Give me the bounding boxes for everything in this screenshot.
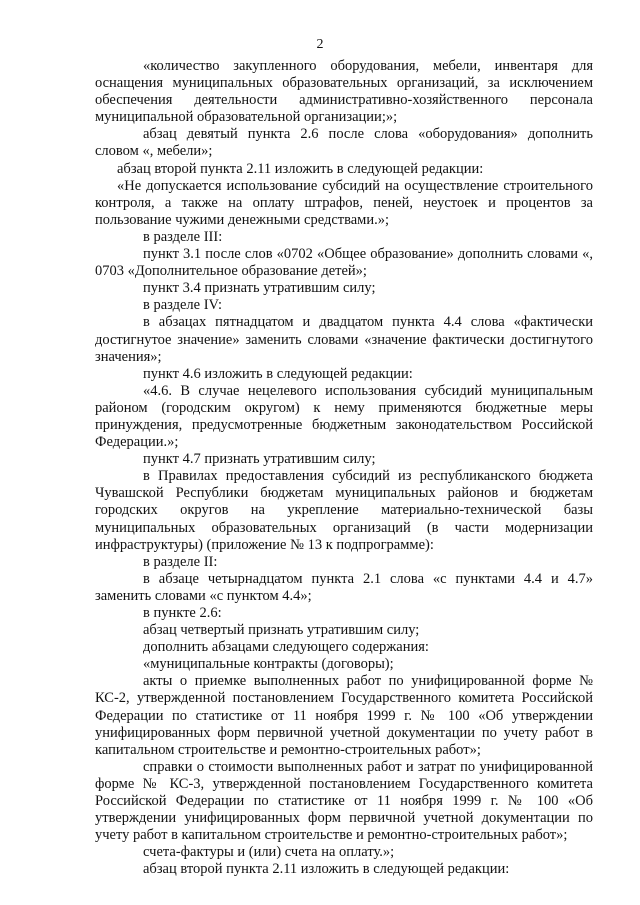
paragraph: абзац второй пункта 2.11 изложить в следующей редакции: <box>143 861 510 878</box>
paragraph: абзац второй пункта 2.11 изложить в следующей редакции: <box>117 160 484 177</box>
paragraph: «количество закупленного оборудования, мебели, инвентаря для оснащения муниципальных образовательных организаций, за исключением обеспечения деятельности административно-хозяйственного персонала муниципальной образовательной организации;»; <box>95 58 593 126</box>
paragraph: дополнить абзацами следующего содержания: <box>143 639 429 656</box>
paragraph: в абзацах пятнадцатом и двадцатом пункта 4.4 слова «фактически достигнутое значение» заменить словами «значение фактически достигнутого значения»; <box>95 314 593 365</box>
paragraph: в разделе III: <box>143 228 223 245</box>
paragraph: абзац девятый пункта 2.6 после слова «оборудования» дополнить словом «, мебели»; <box>95 126 593 160</box>
paragraph: в абзаце четырнадцатом пункта 2.1 слова «с пунктами 4.4 и 4.7» заменить словами «с пунктом 4.4»; <box>95 570 593 604</box>
paragraph: в пункте 2.6: <box>143 605 222 621</box>
paragraph: пункт 3.4 признать утратившим силу; <box>143 280 376 297</box>
paragraph: в разделе IV: <box>143 297 222 314</box>
document-body <box>95 58 593 879</box>
paragraph: «муниципальные контракты (договоры); <box>143 656 394 673</box>
paragraph: пункт 4.6 изложить в следующей редакции: <box>143 365 413 382</box>
paragraph: в Правилах предоставления субсидий из республиканского бюджета Чувашской Республики бюджетам муниципальных районов и бюджетам городских округов на укрепление материально-технической базы муниципальных образовательных организаций (в части модернизации инфраструктуры) (приложение № 13 к подпрограмме): <box>95 468 593 553</box>
paragraph: счета-фактуры и (или) счета на оплату.»; <box>143 844 395 861</box>
paragraph: пункт 3.1 после слов «0702 «Общее образование» дополнить словами «, 0703 «Дополнительное образование детей»; <box>95 246 593 280</box>
paragraph: справки о стоимости выполненных работ и затрат по унифицированной форме № КС-3, утвержденной постановлением Государственного комитета Российской Федерации по статистике от 11 ноября 1999 г. № 100 «Об утверждении унифицированных форм первичной учетной документации по учету работ в капитальном строительстве и ремонтно-строительных работ»; <box>95 758 593 844</box>
paragraph: абзац четвертый признать утратившим силу; <box>143 622 420 639</box>
paragraph: в разделе II: <box>143 553 218 570</box>
paragraph: «4.6. В случае нецелевого использования субсидий муниципальным районом (городским округом) к нему применяются бюджетные меры принуждения, предусмотренные бюджетным законодательством Российской Федерации.»; <box>95 382 593 451</box>
paragraph: «Не допускается использование субсидий на осуществление строительного контроля, а также на оплату штрафов, пеней, неустоек и процентов за пользование чужими денежными средствами.»; <box>95 177 593 228</box>
page-number: 2 <box>316 37 324 52</box>
paragraph: пункт 4.7 признать утратившим силу; <box>143 451 376 468</box>
paragraph: акты о приемке выполненных работ по унифицированной форме № КС-2, утвержденной постановлением Государственного комитета Российской Федерации по статистике от 11 ноября 1999 г. № 100 «Об утверждении унифицированных форм первичной учетной документации по учету работ в капитальном строительстве и ремонтно-строительных работ»; <box>95 673 593 758</box>
